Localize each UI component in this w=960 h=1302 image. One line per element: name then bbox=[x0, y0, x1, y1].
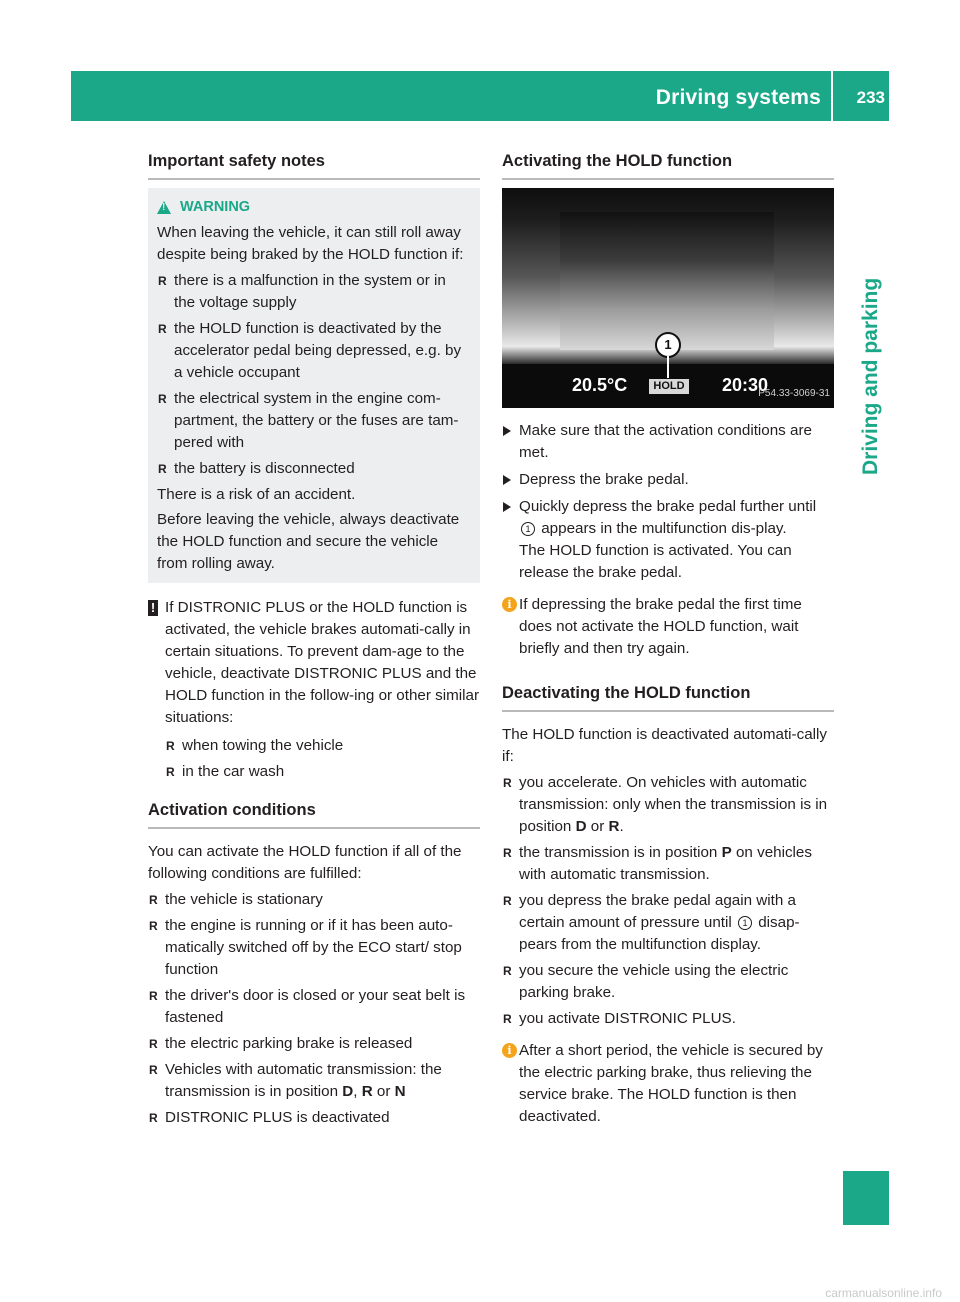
list-item: R the engine is running or if it has been auto-matically switched off by the ECO start/ stop function bbox=[148, 915, 480, 981]
info-icon: i bbox=[502, 597, 517, 612]
list-item: R the HOLD function is deactivated by the accelerator pedal being depressed, e.g. by a vehicle occupant bbox=[157, 318, 471, 384]
list-item: R Vehicles with automatic transmission: the transmission is in position D, R or N bbox=[148, 1059, 480, 1103]
deactivating-intro: The HOLD function is deactivated automati-cally if: bbox=[502, 726, 827, 765]
list-item: R you accelerate. On vehicles with automatic transmission: only when the transmission is in position D or R. bbox=[502, 772, 834, 838]
hold-indicator: HOLD bbox=[649, 379, 689, 394]
notice-text: If DISTRONIC PLUS or the HOLD function is activated, the vehicle brakes automati-cally in certain situations. To prevent dam-age to the vehicle, deactivate DISTRONIC PLUS and the HOLD function in the follow-ing or other similar situations: bbox=[165, 599, 480, 726]
activation-list bbox=[148, 889, 480, 1129]
list-item: R the battery is disconnected bbox=[157, 458, 471, 480]
image-code: P54.33-3069-31 bbox=[758, 388, 830, 399]
chapter-marker bbox=[843, 1171, 889, 1225]
notice-block bbox=[148, 597, 480, 783]
deactivating-heading: Deactivating the HOLD function bbox=[502, 672, 834, 712]
warning-header bbox=[157, 196, 471, 218]
list-item: R there is a malfunction in the system or in the voltage supply bbox=[157, 270, 471, 314]
step-item: Quickly depress the brake pedal further until 1 appears in the multifunction dis-play. The HOLD function is activated. You can release the brake pedal. bbox=[502, 496, 834, 584]
list-item: R the electrical system in the engine com-partment, the battery or the fuses are tam-pered with bbox=[157, 388, 471, 454]
warning-intro: When leaving the vehicle, it can still roll away despite being braked by the HOLD function if: bbox=[157, 224, 464, 263]
warning-list bbox=[157, 270, 471, 480]
warning-risk: There is a risk of an accident. bbox=[157, 486, 356, 503]
list-item: R DISTRONIC PLUS is deactivated bbox=[148, 1107, 480, 1129]
warning-title: WARNING bbox=[180, 199, 251, 215]
info-block bbox=[502, 1040, 834, 1128]
watermark-url: carmanualsonline.info bbox=[825, 1286, 942, 1300]
step-item: Make sure that the activation conditions are met. bbox=[502, 420, 834, 464]
section-title: Driving systems bbox=[655, 86, 821, 109]
exclamation-icon: ! bbox=[148, 600, 158, 616]
display-time: 20:30 bbox=[722, 375, 769, 395]
chapter-tab-label: Driving and parking bbox=[859, 277, 882, 475]
list-item: R you secure the vehicle using the electric parking brake. bbox=[502, 960, 834, 1004]
step-item: Depress the brake pedal. bbox=[502, 469, 834, 491]
warning-box bbox=[148, 188, 480, 583]
list-item: R when towing the vehicle bbox=[165, 735, 480, 757]
callout-marker: 1 bbox=[655, 332, 681, 358]
right-column bbox=[502, 140, 834, 1128]
warning-advice: Before leaving the vehicle, always deactivate the HOLD function and secure the vehicle from rolling away. bbox=[157, 511, 460, 572]
multifunction-display-image bbox=[502, 188, 834, 408]
list-item: R you activate DISTRONIC PLUS. bbox=[502, 1008, 834, 1030]
list-item: R the electric parking brake is released bbox=[148, 1033, 480, 1055]
callout-ref: 1 bbox=[738, 916, 752, 930]
list-item: R the transmission is in position P on vehicles with automatic transmission. bbox=[502, 842, 834, 886]
info-icon: i bbox=[502, 1043, 517, 1058]
deactivation-list bbox=[502, 772, 834, 1030]
info-block bbox=[502, 594, 834, 660]
info-text: After a short period, the vehicle is secured by the electric parking brake, thus relieving the service brake. The HOLD function is then deactivated. bbox=[519, 1042, 823, 1125]
callout-ref: 1 bbox=[521, 522, 535, 536]
warning-triangle-icon bbox=[157, 201, 171, 214]
page-header bbox=[71, 71, 889, 121]
activation-steps bbox=[502, 420, 834, 584]
header-divider bbox=[831, 71, 833, 121]
activating-heading: Activating the HOLD function bbox=[502, 140, 834, 180]
list-item: R the driver's door is closed or your seat belt is fastened bbox=[148, 985, 480, 1029]
notice-list bbox=[165, 735, 480, 783]
list-item: R the vehicle is stationary bbox=[148, 889, 480, 911]
display-screen bbox=[560, 212, 774, 350]
left-column bbox=[148, 140, 480, 1133]
safety-heading: Important safety notes bbox=[148, 140, 480, 180]
activation-intro: You can activate the HOLD function if all of the following conditions are fulfilled: bbox=[148, 843, 462, 882]
page-number: 233 bbox=[856, 88, 885, 107]
list-item: R in the car wash bbox=[165, 761, 480, 783]
display-temperature: 20.5°C bbox=[572, 375, 628, 395]
activation-heading: Activation conditions bbox=[148, 789, 480, 829]
callout-line bbox=[667, 356, 669, 378]
step-result: The HOLD function is activated. You can release the brake pedal. bbox=[519, 542, 792, 581]
list-item: R you depress the brake pedal again with a certain amount of pressure until 1 disap-pears from the multifunction display. bbox=[502, 890, 834, 956]
info-text: If depressing the brake pedal the first time does not activate the HOLD function, wait briefly and then try again. bbox=[519, 596, 802, 657]
